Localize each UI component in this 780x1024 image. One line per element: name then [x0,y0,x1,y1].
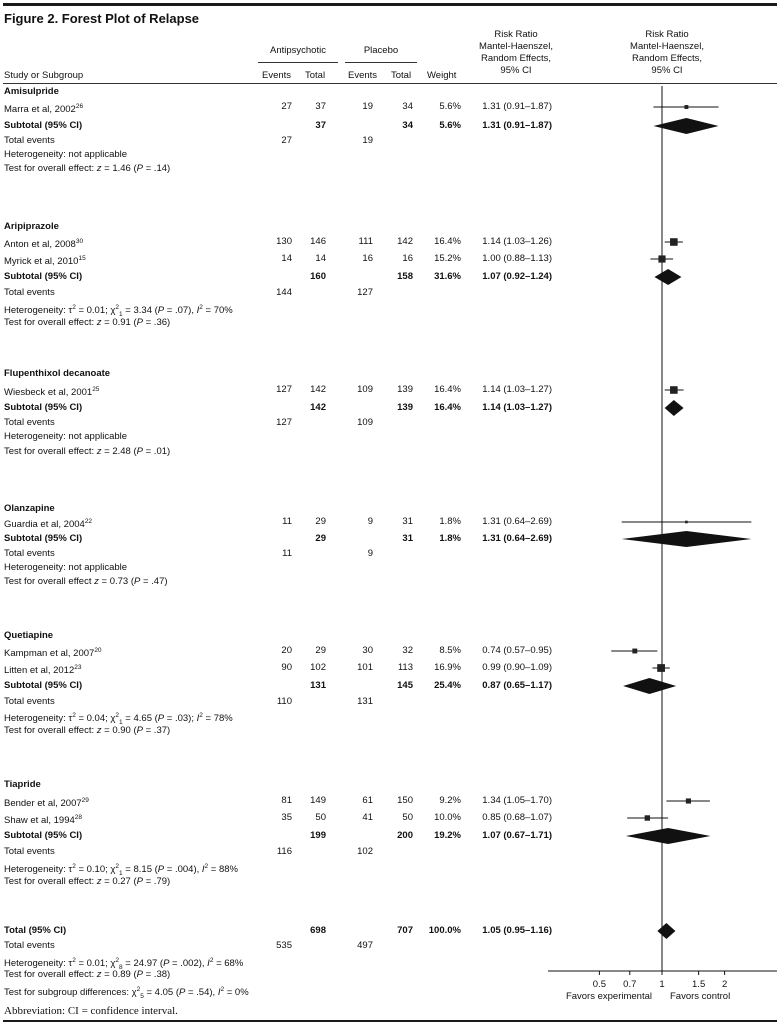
study-label: Bender et al, 2007 [4,798,82,810]
point-estimate-marker [686,798,691,803]
total-placebo: 142 [397,236,413,247]
weight-value: 16.4% [434,236,461,247]
events-placebo: 41 [362,812,373,823]
pooled-estimate-diamond [626,828,711,844]
events-placebo: 127 [357,287,373,298]
subgroup-heading: Olanzapine [4,503,55,514]
statistics-note: Heterogeneity: $\tau^2 = 0.10$; $\chi^2_1 = 8.15$ (P = .004), $I^2 = 88\%$ [4,863,238,878]
total-antipsychotic: 149 [310,795,326,806]
subtotal-label: Subtotal (95% CI) [4,120,83,131]
statistics-note: Test for overall effect: z = 1.46 (P = .14) [4,163,171,174]
total-antipsychotic: 29 [315,516,326,527]
risk-ratio-ci: 0.87 (0.65–1.17) [482,680,552,691]
events-antipsychotic: 127 [276,417,292,428]
events-placebo: 19 [362,101,373,112]
pooled-estimate-diamond [657,923,675,939]
events-placebo: 19 [362,135,373,146]
subtotal-label: Subtotal (95% CI) [4,533,83,544]
pooled-estimate-diamond [653,118,718,134]
header-rr-text-line3: Random Effects, [480,53,552,64]
pooled-estimate-diamond [623,678,676,694]
events-antipsychotic: 14 [281,253,292,264]
header-total-ctl: Total [391,70,412,81]
weight-value: 31.6% [434,271,461,282]
weight-value: 1.8% [439,533,461,544]
header-antipsychotic: Antipsychotic [270,45,326,56]
subgroup-heading: Aripiprazole [4,221,59,232]
header-rr-plot-line2: Mantel-Haenszel, [630,41,704,52]
statistics-note: Test for overall effect: z = 0.91 (P = .36) [4,317,171,328]
x-tick-label: 0.5 [592,979,606,990]
events-placebo: 109 [357,384,373,395]
point-estimate-marker [685,521,688,524]
events-placebo: 9 [367,548,373,559]
study-label: Marra et al, 2002 [4,104,76,116]
events-antipsychotic: 144 [276,287,292,298]
header-events-ctl: Events [348,70,378,81]
bottom-rule [3,1020,777,1022]
risk-ratio-ci: 1.07 (0.67–1.71) [482,830,552,841]
weight-value: 25.4% [434,680,461,691]
total-placebo: 32 [402,645,413,656]
pooled-estimate-diamond [654,269,681,285]
total-events-label: Total events [4,696,55,707]
statistics-note: Test for overall effect: z = 2.48 (P = .01) [4,446,171,457]
events-placebo: 131 [357,696,373,707]
x-tick-label: 2 [721,979,728,990]
statistics-note: Heterogeneity: $\tau^2 = 0.04$; $\chi^2_1 = 4.65$ (P = .03); $I^2 = 78\%$ [4,712,233,727]
x-tick-label: 0.7 [623,979,637,990]
study-label: Shaw et al, 1994 [4,815,75,827]
point-estimate-marker [632,649,637,654]
weight-value: 16.4% [434,402,461,413]
study-reference: 23 [74,664,82,671]
subtotal-label: Subtotal (95% CI) [4,402,83,413]
risk-ratio-ci: 1.31 (0.91–1.87) [482,101,552,112]
statistics-note: Test for overall effect: z = 0.90 (P = .37) [4,725,171,736]
study-reference: 26 [75,103,84,110]
header-rr-plot-line3: Random Effects, [631,53,703,64]
header-rr-text-line2: Mantel-Haenszel, [479,41,553,52]
risk-ratio-ci: 0.74 (0.57–0.95) [482,645,552,656]
footnote: Abbreviation: CI = confidence interval. [4,1005,178,1017]
total-antipsychotic: 29 [315,533,326,544]
events-placebo: 30 [362,645,373,656]
risk-ratio-ci: 1.14 (1.03–1.26) [482,236,552,247]
header-weight: Weight [427,70,457,81]
total-antipsychotic: 142 [310,402,326,413]
weight-value: 16.4% [434,384,461,395]
risk-ratio-ci: 1.00 (0.88–1.13) [482,253,552,264]
header-rr-plot-line4: 95% CI [651,65,683,76]
subtotal-label: Subtotal (95% CI) [4,680,83,691]
total-placebo: 707 [397,925,413,936]
total-antipsychotic: 698 [310,925,326,936]
study-label: Anton et al, 2008 [4,239,76,251]
events-placebo: 497 [357,940,373,951]
point-estimate-marker [684,105,688,109]
total-events-label: Total events [4,135,55,146]
total-antipsychotic: 142 [310,384,326,395]
point-estimate-marker [670,238,678,246]
events-placebo: 102 [357,846,373,857]
total-placebo: 145 [397,680,413,691]
study-label: Wiesbeck et al, 2001 [4,387,93,399]
weight-value: 16.9% [434,662,461,673]
study-label: Kampman et al, 2007 [4,648,95,660]
study-reference: 22 [84,518,93,525]
risk-ratio-ci: 0.85 (0.68–1.07) [482,812,552,823]
statistics-note: Heterogeneity: $\tau^2 = 0.01$; $\chi^2_1 = 3.34$ (P = .07), $I^2 = 70\%$ [4,304,233,319]
total-events-label: Total events [4,548,55,559]
events-antipsychotic: 27 [281,135,292,146]
header-events-exp: Events [262,70,292,81]
total-antipsychotic: 50 [315,812,326,823]
events-antipsychotic: 20 [281,645,292,656]
header-rr-text-line4: 95% CI [500,65,532,76]
total-antipsychotic: 160 [310,271,326,282]
weight-value: 15.2% [434,253,461,264]
study-reference: 15 [78,255,86,262]
point-estimate-marker [658,255,665,262]
events-antipsychotic: 11 [282,548,292,559]
events-antipsychotic: 116 [276,846,292,857]
total-placebo: 200 [397,830,413,841]
total-events-label: Total events [4,940,55,951]
total-antipsychotic: 102 [310,662,326,673]
statistics-note: Test for subgroup differences: $\chi^2_5 = 4.05$ (P = .54), $I^2 = 0\%$ [4,986,249,1001]
events-antipsychotic: 535 [276,940,292,951]
subgroup-heading: Tiapride [4,779,41,790]
total-placebo: 34 [402,120,413,131]
study-label: Guardia et al, 2004 [4,519,85,531]
weight-value: 19.2% [434,830,461,841]
events-antipsychotic: 127 [276,384,292,395]
risk-ratio-ci: 1.07 (0.92–1.24) [482,271,552,282]
weight-value: 9.2% [439,795,461,806]
pooled-estimate-diamond [665,400,684,416]
total-label: Total (95% CI) [4,925,67,936]
risk-ratio-ci: 1.14 (1.03–1.27) [482,384,552,395]
weight-value: 10.0% [434,812,461,823]
total-antipsychotic: 146 [310,236,326,247]
statistics-note: Heterogeneity: not applicable [4,431,128,442]
total-antipsychotic: 131 [310,680,326,691]
statistics-note: Test for overall effect: z = 0.89 (P = .38) [4,969,171,980]
study-reference: 28 [74,814,83,821]
point-estimate-marker [657,664,665,672]
events-placebo: 16 [362,253,373,264]
total-events-label: Total events [4,417,55,428]
header-rr-plot-line1: Risk Ratio [645,29,689,40]
favors-experimental-label: Favors experimental [565,991,652,1002]
risk-ratio-ci: 1.05 (0.95–1.16) [482,925,552,936]
header-rr-text-line1: Risk Ratio [494,29,538,40]
weight-value: 1.8% [439,516,461,527]
events-placebo: 9 [367,516,373,527]
statistics-note: Heterogeneity: not applicable [4,149,128,160]
risk-ratio-ci: 1.14 (1.03–1.27) [482,402,552,413]
study-label: Litten et al, 2012 [4,665,75,677]
total-placebo: 139 [397,402,413,413]
total-placebo: 50 [402,812,413,823]
risk-ratio-ci: 1.31 (0.64–2.69) [482,516,552,527]
total-events-label: Total events [4,846,55,857]
favors-control-label: Favors control [670,991,731,1002]
study-reference: 29 [81,797,89,804]
risk-ratio-ci: 1.31 (0.91–1.87) [482,120,552,131]
figure-title: Figure 2. Forest Plot of Relapse [4,11,200,26]
statistics-note: Heterogeneity: not applicable [4,562,128,573]
point-estimate-marker [670,386,678,394]
events-antipsychotic: 90 [281,662,292,673]
subgroup-heading: Quetiapine [4,630,54,641]
total-placebo: 31 [402,516,413,527]
subgroup-heading: Amisulpride [4,86,59,97]
study-reference: 30 [75,238,84,245]
risk-ratio-ci: 1.34 (1.05–1.70) [482,795,552,806]
subtotal-label: Subtotal (95% CI) [4,271,83,282]
events-placebo: 101 [357,662,373,673]
header-study: Study or Subgroup [4,70,84,81]
events-placebo: 61 [362,795,373,806]
total-placebo: 158 [397,271,413,282]
weight-value: 8.5% [439,645,461,656]
weight-value: 5.6% [439,101,461,112]
study-reference: 20 [94,647,102,654]
events-antipsychotic: 130 [276,236,292,247]
statistics-note: Test for overall effect: z = 0.27 (P = .79) [4,876,171,887]
total-placebo: 16 [402,253,413,264]
total-placebo: 139 [397,384,413,395]
events-antipsychotic: 27 [281,101,292,112]
total-placebo: 113 [397,662,413,673]
events-placebo: 109 [357,417,373,428]
pooled-estimate-diamond [622,531,752,547]
study-reference: 25 [92,386,100,393]
header-placebo: Placebo [363,45,399,56]
statistics-note: Test for overall effect z = 0.73 (P = .47) [4,576,168,587]
total-antipsychotic: 14 [315,253,326,264]
study-label: Myrick et al, 2010 [4,256,79,268]
header-total-exp: Total [305,70,326,81]
weight-value: 5.6% [439,120,461,131]
total-antipsychotic: 37 [315,120,326,131]
events-antipsychotic: 110 [276,696,292,707]
events-antipsychotic: 11 [282,516,292,527]
total-placebo: 34 [402,101,413,112]
point-estimate-marker [645,815,650,820]
total-placebo: 150 [397,795,413,806]
events-antipsychotic: 35 [281,812,292,823]
events-placebo: 111 [358,236,373,247]
risk-ratio-ci: 1.31 (0.64–2.69) [482,533,552,544]
statistics-note: Heterogeneity: $\tau^2 = 0.01$; $\chi^2_8 = 24.97$ (P = .002), $I^2 = 68\%$ [4,957,244,972]
x-tick-label: 1 [659,979,665,990]
subtotal-label: Subtotal (95% CI) [4,830,83,841]
x-tick-label: 1.5 [692,979,706,990]
total-placebo: 31 [402,533,413,544]
total-antipsychotic: 37 [315,101,326,112]
events-antipsychotic: 81 [281,795,292,806]
total-antipsychotic: 199 [310,830,326,841]
subgroup-heading: Flupenthixol decanoate [4,368,111,379]
risk-ratio-ci: 0.99 (0.90–1.09) [482,662,552,673]
total-antipsychotic: 29 [315,645,326,656]
total-events-label: Total events [4,287,55,298]
weight-value: 100.0% [428,925,461,936]
